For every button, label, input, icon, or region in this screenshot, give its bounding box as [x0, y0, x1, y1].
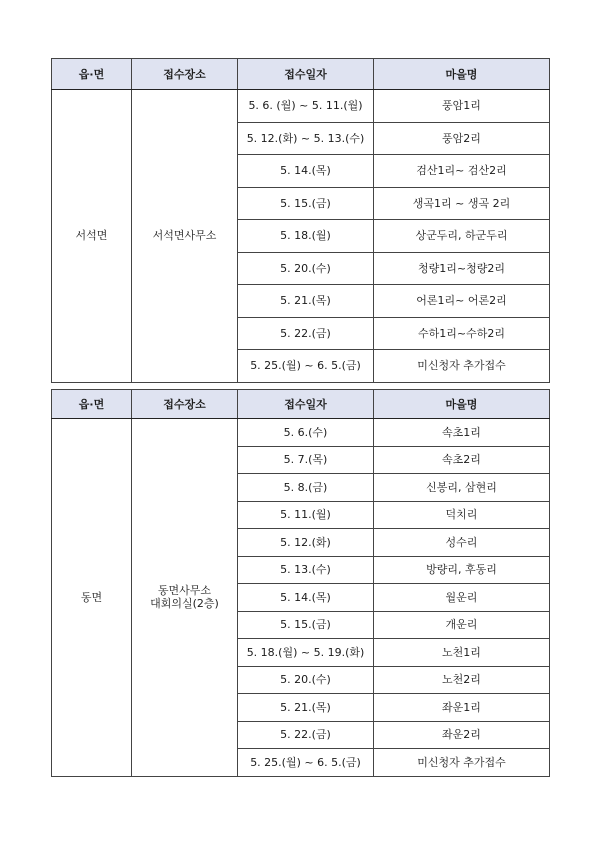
village-cell: 좌운2리 — [374, 721, 550, 749]
date-cell: 5. 20.(수) — [238, 252, 374, 285]
date-cell: 5. 11.(월) — [238, 501, 374, 529]
date-cell: 5. 18.(월) ~ 5. 19.(화) — [238, 639, 374, 667]
village-cell: 속초2리 — [374, 446, 550, 474]
place-cell: 동면사무소 대회의실(2층) — [132, 419, 238, 777]
village-cell: 노천1리 — [374, 639, 550, 667]
date-cell: 5. 18.(월) — [238, 220, 374, 253]
date-cell: 5. 22.(금) — [238, 721, 374, 749]
date-cell: 5. 21.(목) — [238, 694, 374, 722]
table-body — [52, 90, 550, 383]
date-cell: 5. 15.(금) — [238, 611, 374, 639]
header-town: 읍·면 — [52, 390, 132, 419]
village-cell: 개운리 — [374, 611, 550, 639]
village-cell: 월운리 — [374, 584, 550, 612]
village-cell: 덕치리 — [374, 501, 550, 529]
date-cell: 5. 25.(월) ~ 6. 5.(금) — [238, 749, 374, 777]
header-row — [52, 390, 550, 419]
date-cell: 5. 15.(금) — [238, 187, 374, 220]
village-cell: 청량1리~청량2리 — [374, 252, 550, 285]
header-village: 마을명 — [374, 59, 550, 90]
header-date: 접수일자 — [238, 59, 374, 90]
table-body — [52, 419, 550, 777]
town-cell: 서석면 — [52, 90, 132, 383]
date-cell: 5. 21.(목) — [238, 285, 374, 318]
date-cell: 5. 25.(월) ~ 6. 5.(금) — [238, 350, 374, 383]
header-place: 접수장소 — [132, 390, 238, 419]
schedule-table-dongmyeon — [51, 389, 550, 777]
village-cell: 생곡1리 ~ 생곡 2리 — [374, 187, 550, 220]
village-cell: 방량리, 후동리 — [374, 556, 550, 584]
header-date: 접수일자 — [238, 390, 374, 419]
village-cell: 좌운1리 — [374, 694, 550, 722]
date-cell: 5. 22.(금) — [238, 317, 374, 350]
village-cell: 풍암1리 — [374, 90, 550, 123]
village-cell: 신봉리, 삼현리 — [374, 474, 550, 502]
village-cell: 수하1리~수하2리 — [374, 317, 550, 350]
date-cell: 5. 13.(수) — [238, 556, 374, 584]
village-cell: 상군두리, 하군두리 — [374, 220, 550, 253]
date-cell: 5. 20.(수) — [238, 666, 374, 694]
village-cell: 미신청자 추가접수 — [374, 350, 550, 383]
date-cell: 5. 8.(금) — [238, 474, 374, 502]
village-cell: 검산1리~ 검산2리 — [374, 155, 550, 188]
date-cell: 5. 6.(수) — [238, 419, 374, 447]
date-cell: 5. 12.(화) — [238, 529, 374, 557]
header-town: 읍·면 — [52, 59, 132, 90]
village-cell: 노천2리 — [374, 666, 550, 694]
table-row — [52, 90, 550, 123]
date-cell: 5. 7.(목) — [238, 446, 374, 474]
town-cell: 동면 — [52, 419, 132, 777]
village-cell: 풍암2리 — [374, 122, 550, 155]
date-cell: 5. 6. (월) ~ 5. 11.(월) — [238, 90, 374, 123]
schedule-table-seoseok — [51, 58, 550, 383]
header-village: 마을명 — [374, 390, 550, 419]
table-row — [52, 419, 550, 447]
village-cell: 어론1리~ 어론2리 — [374, 285, 550, 318]
date-cell: 5. 14.(목) — [238, 584, 374, 612]
header-row — [52, 59, 550, 90]
village-cell: 속초1리 — [374, 419, 550, 447]
date-cell: 5. 14.(목) — [238, 155, 374, 188]
village-cell: 성수리 — [374, 529, 550, 557]
date-cell: 5. 12.(화) ~ 5. 13.(수) — [238, 122, 374, 155]
village-cell: 미신청자 추가접수 — [374, 749, 550, 777]
header-place: 접수장소 — [132, 59, 238, 90]
place-cell: 서석면사무소 — [132, 90, 238, 383]
